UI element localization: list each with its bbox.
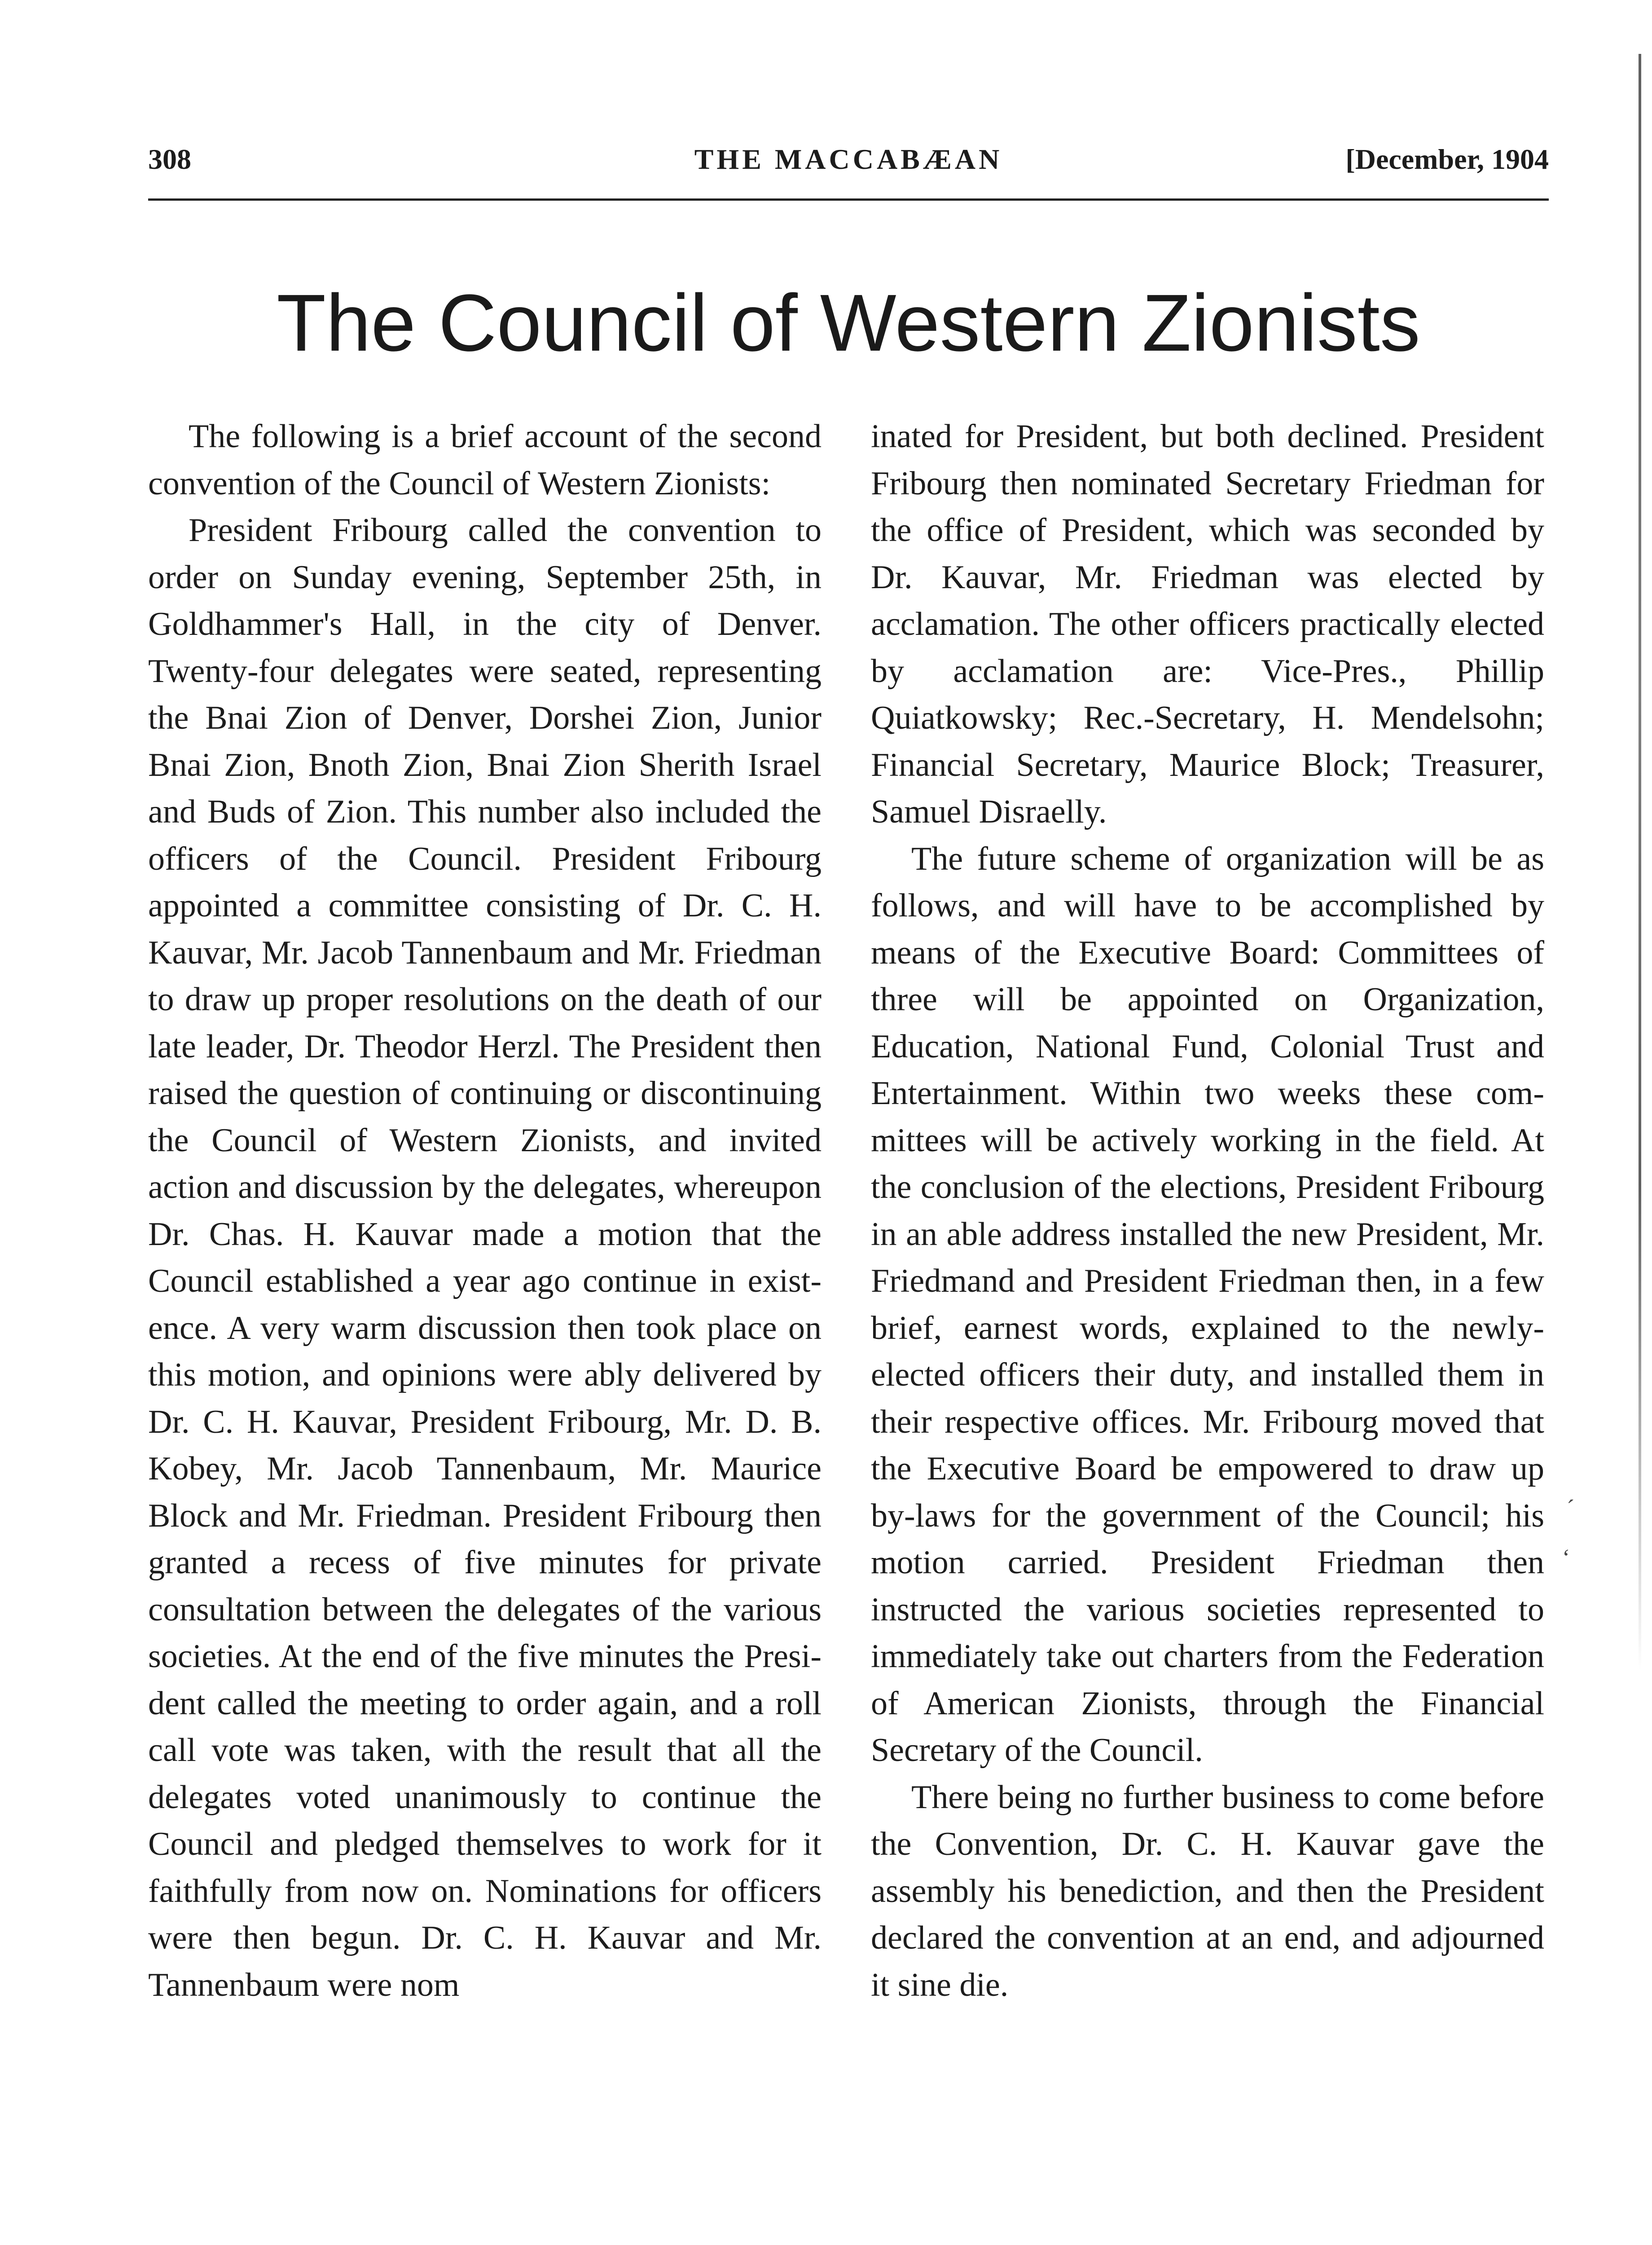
scan-edge-shadow bbox=[1639, 54, 1641, 1670]
header-rule bbox=[148, 198, 1549, 201]
paragraph-closing: There being no further business to come before the Convention, Dr. C. H. Kauvar gave the assembly his benediction, and then the President declared the convention at an end, and adjourned it sine die. bbox=[871, 1778, 1544, 2003]
article-title: The Council of Western Zionists bbox=[277, 278, 1420, 368]
publication-title: THE MACCABÆAN bbox=[694, 143, 1003, 175]
page-number: 308 bbox=[148, 143, 191, 175]
left-column bbox=[148, 413, 822, 2008]
paragraph-convention: President Fribourg called the convention to order on Sunday evening, September 25th, in Goldhammer's Hall, in the city of Denver. Twenty-four delegates were seated, representing the Bnai Zion of Denver, Dorshei Zion, Junior Bnai Zion, Bnoth Zion, Bnai Zion Sherith Israel and Buds of Zion. This number also included the officers of the Council. President Fribourg appointed a committee consisting of Dr. C. H. Kauvar, Mr. Jacob Tannenbaum and Mr. Friedman to draw up proper resolutions on the death of our late leader, Dr. Theodor Herzl. The President then raised the question of continuing or discontinuing the Council of Western Zionists, and invited action and discussion by the delegates, whereupon Dr. Chas. H. Kauvar made a motion that the Council established a year ago continue in existence. A very warm discussion then took place on this motion, and opinions were ably delivered by Dr. C. H. Kauvar, President Fribourg, Mr. D. B. Kobey, Mr. Jacob Tannenbaum, Mr. Maurice Block and Mr. Friedman. President Fribourg then granted a recess of five minutes for private consultation between the delegates of the various societies. At the end of the five minutes the President called the meeting to order again, and a roll call vote was taken, with the result that all the delegates voted unanimously to continue the Council and pledged themselves to work for it faithfully from now on. Nominations for officers were then begun. Dr. C. H. Kauvar and Mr. Tannenbaum were nom bbox=[148, 512, 822, 2003]
right-column bbox=[871, 413, 1544, 2008]
issue-date: [December, 1904 bbox=[1345, 143, 1549, 175]
paragraph-future-scheme: The future scheme of organization will be as follows, and will have to be accomplished by means of the Executive Board: Committees of three will be appointed on Organization, Education, National Fund, Colonial Trust and Entertainment. Within two weeks these committees will be actively working in the field. At the conclusion of the elections, President Fribourg in an able address installed the new President, Mr. Friedmand and President Friedman then, in a few brief, earnest words, explained to the newly-elected officers their duty, and installed them in their respective offices. Mr. Fribourg moved that the Executive Board be empowered to draw up by-laws for the government of the Council; his motion carried. President Friedman then instructed the various societies represented to immediately take out charters from the Federation of American Zionists, through the Financial Secretary of the Council. bbox=[871, 840, 1544, 1769]
paragraph-intro: The following is a brief account of the second convention of the Council of Western Zionists: bbox=[148, 418, 822, 502]
margin-tick-mark: ˊ bbox=[1567, 1496, 1575, 1521]
paragraph-convention-continued: inated for President, but both declined. President Fribourg then nominated Secretary Friedman for the office of President, which was seconded by Dr. Kauvar, Mr. Friedman was elected by acclamation. The other officers practically elected by acclamation are: Vice-Pres., Phillip Quiatkowsky; Rec.-Secretary, H. Mendelsohn; Financial Secretary, Maurice Block; Treasurer, Samuel Disraelly. bbox=[871, 418, 1544, 830]
running-head bbox=[148, 135, 1549, 184]
margin-check-mark: ʻ bbox=[1562, 1545, 1570, 1571]
